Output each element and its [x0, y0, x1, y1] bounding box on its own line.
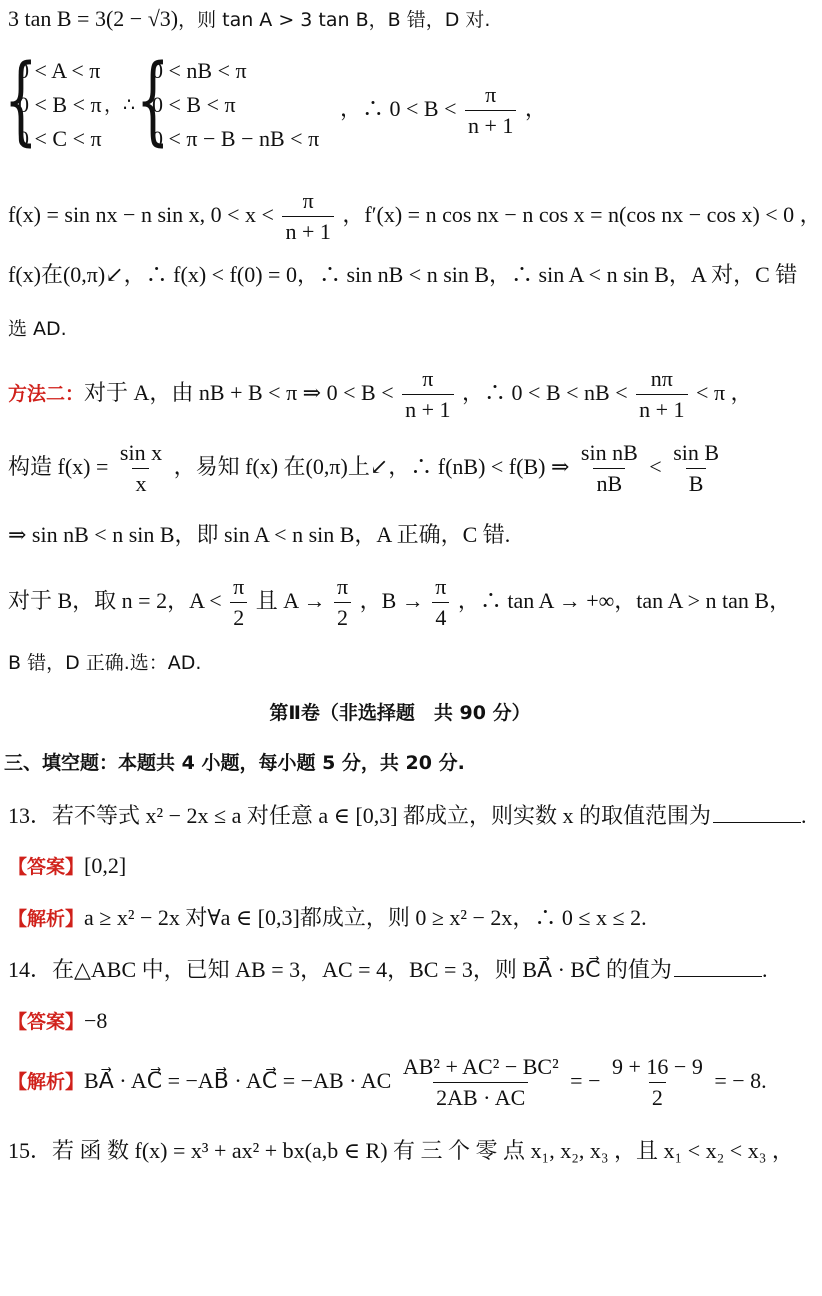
fraction	[609, 1054, 706, 1112]
method2-line4-mid1: 且 A →	[255, 587, 326, 613]
bound-on-B	[340, 82, 547, 140]
method2-line2-mid: ，易知 f(x) 在(0,π)上↙，∴ f(nB) < f(B) ⇒	[173, 453, 570, 479]
fraction-numerator: π	[336, 574, 349, 599]
fraction-numerator: sin x	[119, 440, 163, 465]
choose-line: 选 AD.	[8, 318, 67, 340]
question-14-text: 14．在△ABC 中，已知 AB = 3，AC = 4，BC = 3，则 BA⃗ · BC⃗ 的值为	[8, 957, 672, 982]
fraction	[670, 440, 722, 498]
bound-post: ，	[524, 95, 547, 121]
fraction-numerator: π	[302, 188, 314, 213]
fraction-numerator: nπ	[650, 366, 673, 391]
fraction-denominator: 4	[432, 602, 449, 631]
fraction-denominator: n + 1	[465, 110, 516, 139]
method2-label: 方法二：	[8, 382, 85, 405]
fraction-denominator: n + 1	[282, 216, 333, 245]
q13-answer	[8, 853, 126, 879]
fraction-numerator: π	[233, 574, 245, 599]
fraction	[402, 366, 453, 424]
fraction	[282, 188, 333, 246]
fraction-numerator: 9 + 16 − 9	[612, 1054, 703, 1079]
fraction-denominator: n + 1	[402, 394, 453, 423]
answer-label: 【答案】	[8, 856, 85, 878]
answer-value: [0,2]	[84, 853, 127, 878]
monotone-line: f(x)在(0,π)↙，∴ f(x) < f(0) = 0，∴ sin nB < n sin B，∴ sin A < n sin B，A 对，C 错	[8, 262, 798, 287]
system-2-row: 0 < nB < π	[152, 58, 247, 83]
f-derivative: ，f′(x) = n cos nx − n cos x = n(cos nx − cos x) < 0 ，	[342, 201, 822, 227]
fraction	[432, 574, 449, 632]
fraction-denominator: nB	[593, 468, 625, 497]
method2-line2-pre: 构造 f(x) =	[8, 453, 109, 479]
function-definition-line	[8, 188, 822, 246]
system-1-row: 0 < B < π	[18, 92, 102, 117]
fraction-denominator: B	[686, 468, 707, 497]
fraction	[636, 366, 687, 424]
analysis-mid: = −	[570, 1067, 601, 1093]
therefore-symbol: ，∴	[104, 94, 136, 116]
section-heading: 三、填空题：本题共 4 小题，每小题 5 分，共 20 分.	[4, 752, 465, 774]
method2-line3: ⇒ sin nB < n sin B，即 sin A < n sin B，A 正确，C 错.	[8, 522, 511, 547]
fraction-denominator: n + 1	[636, 394, 687, 423]
fraction	[334, 574, 351, 632]
fraction	[230, 574, 247, 632]
system-2-row: 0 < B < π	[152, 92, 236, 117]
fraction-numerator: π	[422, 366, 434, 391]
fraction	[400, 1054, 562, 1112]
fraction-denominator: 2	[230, 602, 247, 631]
method2-line1-post: < π ，	[696, 379, 753, 405]
method2-line4-post: ，∴ tan A → +∞，tan A > n tan B，	[457, 587, 792, 613]
method2-line2	[8, 440, 725, 498]
analysis-label: 【解析】	[8, 1070, 85, 1093]
fraction-denominator: 2	[334, 602, 351, 631]
bound-pre: ，∴ 0 < B <	[340, 95, 457, 121]
method2-line4	[8, 574, 791, 632]
analysis-post: = − 8.	[714, 1067, 767, 1093]
system-1-row: 0 < A < π	[18, 58, 101, 83]
fraction-denominator: 2AB · AC	[433, 1082, 528, 1111]
question-13: 13．若不等式 x² − 2x ≤ a 对任意 a ∈ [0,3] 都成立，则实数 x 的取值范围为 .	[8, 803, 807, 828]
analysis-label: 【解析】	[8, 908, 85, 930]
f-def-pre: f(x) = sin nx − n sin x, 0 < x <	[8, 201, 274, 227]
system-2-row: 0 < π − B − nB < π	[152, 126, 320, 151]
fraction	[117, 440, 165, 498]
answer-blank	[674, 976, 762, 977]
fraction	[465, 82, 516, 140]
left-brace-2: {	[136, 44, 170, 156]
system-1-row: 0 < C < π	[18, 126, 102, 151]
method2-line5: B 错，D 正确.选：AD.	[8, 652, 202, 674]
fraction-denominator: 2	[649, 1082, 666, 1111]
method2-line1	[8, 366, 753, 424]
question-14: 14．在△ABC 中，已知 AB = 3，AC = 4，BC = 3，则 BA⃗ · BC⃗ 的值为 .	[8, 957, 768, 982]
fraction-numerator: π	[485, 82, 497, 107]
method2-line1-pre: 对于 A，由 nB + B < π ⇒ 0 < B <	[84, 379, 394, 405]
answer-label: 【答案】	[8, 1011, 85, 1033]
method2-line4-pre: 对于 B，取 n = 2，A <	[8, 587, 222, 613]
answer-blank	[713, 822, 801, 823]
fraction	[578, 440, 641, 498]
fraction-numerator: sin nB	[580, 440, 638, 465]
answer-value: −8	[84, 1008, 108, 1033]
fraction-denominator: x	[132, 468, 149, 497]
method2-line1-mid: ，∴ 0 < B < nB <	[462, 379, 628, 405]
question-15: 15．若 函 数 f(x) = x³ + ax² + bx(a,b ∈ R) 有 三 个 零 点 x₁, x₂, x₃ ，且 x₁ < x₂ < x₃ ，	[8, 1138, 794, 1163]
section-title: 第Ⅱ卷（非选择题 共 90 分）	[269, 702, 531, 724]
less-than: <	[649, 453, 662, 479]
q13-analysis	[8, 905, 647, 931]
analysis-pre: BA⃗ · AC⃗ = −AB⃗ · AC⃗ = −AB · AC	[84, 1067, 392, 1093]
q14-answer	[8, 1008, 107, 1034]
analysis-text: a ≥ x² − 2x 对∀a ∈ [0,3]都成立，则 0 ≥ x² − 2x，∴ 0 ≤ x ≤ 2.	[84, 905, 647, 930]
left-brace-1: {	[4, 44, 38, 156]
tanB-equation: 3 tan B = 3(2 − √3)	[8, 6, 179, 31]
fraction-numerator: AB² + AC² − BC²	[402, 1054, 559, 1079]
question-13-text: 13．若不等式 x² − 2x ≤ a 对任意 a ∈ [0,3] 都成立，则实数 x 的取值范围为	[8, 803, 712, 828]
fraction-numerator: sin B	[673, 440, 720, 465]
q14-analysis	[8, 1054, 767, 1112]
fraction-numerator: π	[435, 574, 447, 599]
solution-line-tanB	[8, 6, 490, 32]
method2-line4-mid2: ，B →	[359, 587, 424, 613]
tanB-conclusion: ，则 tan A > 3 tan B，B 错，D 对.	[178, 9, 491, 31]
